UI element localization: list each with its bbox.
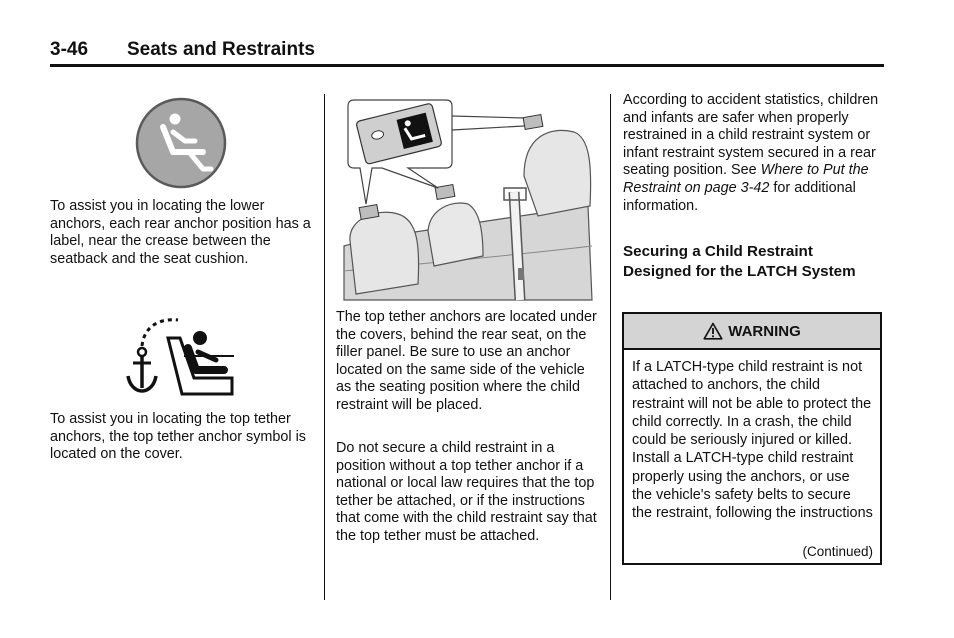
page-header bbox=[50, 38, 884, 67]
section-heading: Securing a Child Restraint Designed for the LATCH System bbox=[623, 243, 856, 280]
cross-reference-link[interactable]: Where to Put the Restraint on page 3-42 bbox=[623, 162, 869, 196]
column-divider-2 bbox=[610, 94, 611, 600]
tether-location-paragraph: The top tether anchors are located under the covers, behind the rear seat, on the filler panel. Be sure to use an anchor located on the same side of the vehicle as the seating position where the child restraint will be placed. bbox=[336, 309, 597, 413]
lower-anchor-paragraph: To assist you in locating the lower anchors, each rear anchor position has a label, near the crease between the seatback and the seat cushion. bbox=[50, 198, 311, 267]
tether-law-paragraph: Do not secure a child restraint in a position without a top tether anchor if a national or local law requires that the top tether be attached, or if the instructions that come with the child restraint say that the top tether must be attached. bbox=[336, 440, 597, 544]
accident-statistics-paragraph: According to accident statistics, children and infants are safer when properly restrained in a child restraint system or infant restraint system secured in a rear seating position. See Where to Put the Restraint on page 3-42 for additional information. bbox=[623, 92, 879, 214]
warning-title: WARNING bbox=[728, 322, 801, 340]
page-number: 3-46 bbox=[50, 39, 89, 60]
section-title: Seats and Restraints bbox=[127, 39, 315, 60]
tether-symbol-paragraph: To assist you in locating the top tether anchors, the top tether anchor symbol is located on the cover. bbox=[50, 411, 306, 463]
warning-body: If a LATCH-type child restraint is not attached to anchors, the child restraint will not be able to protect the child correctly. In a crash, the child could be seriously injured or killed. Install a LATCH-type child restraint properly using the anchors, or use the vehicle's safety belts to secure the restraint, following the instructions bbox=[632, 359, 873, 522]
continued-label: (Continued) bbox=[802, 544, 873, 559]
warning-header bbox=[624, 314, 880, 350]
rear-seat-tether-illustration bbox=[338, 96, 594, 302]
column-divider-1 bbox=[324, 94, 325, 600]
top-tether-symbol-icon bbox=[124, 316, 238, 398]
warning-triangle-icon bbox=[703, 322, 723, 340]
warning-box bbox=[622, 312, 882, 565]
lower-anchor-symbol-icon bbox=[133, 97, 229, 189]
